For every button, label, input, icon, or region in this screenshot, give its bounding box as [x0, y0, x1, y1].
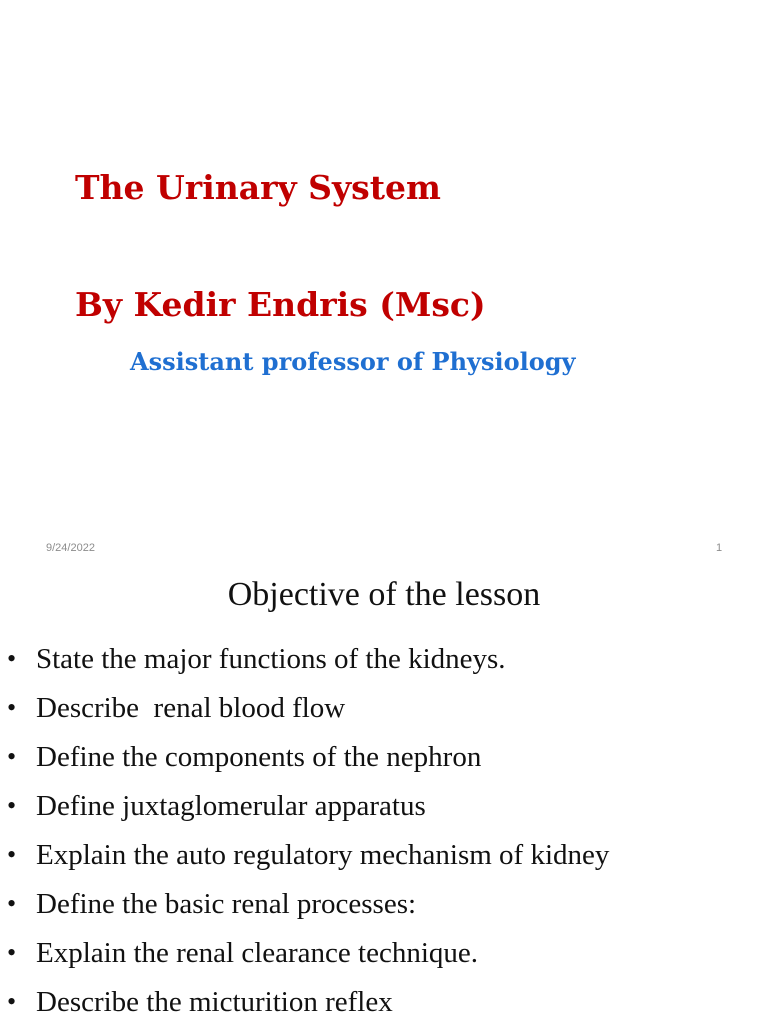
- bullet-icon: •: [7, 889, 17, 918]
- slide-title: The Urinary System: [75, 168, 441, 207]
- objective-text: Describe renal blood flow: [36, 692, 346, 724]
- author-position: Assistant professor of Physiology: [130, 347, 576, 376]
- objective-text: Describe the micturition reflex: [36, 986, 393, 1018]
- objective-text: State the major functions of the kidneys.: [36, 643, 506, 675]
- objective-text: Define juxtaglomerular apparatus: [36, 790, 426, 822]
- slide-date: 9/24/2022: [46, 542, 95, 554]
- bullet-icon: •: [7, 693, 17, 722]
- bullet-icon: •: [7, 742, 17, 771]
- bullet-icon: •: [7, 644, 17, 673]
- bullet-icon: •: [7, 987, 17, 1016]
- bullet-icon: •: [7, 840, 17, 869]
- objective-text: Define the components of the nephron: [36, 741, 482, 773]
- objectives-heading: Objective of the lesson: [227, 576, 541, 613]
- author-line: By Kedir Endris (Msc): [75, 285, 486, 324]
- objective-text: Define the basic renal processes:: [36, 888, 417, 920]
- objective-text: Explain the auto regulatory mechanism of kidney: [36, 839, 610, 871]
- objectives-slide: [0, 576, 768, 1024]
- bullet-icon: •: [7, 791, 17, 820]
- bullet-icon: •: [7, 938, 17, 967]
- slide-page-number: 1: [716, 542, 723, 554]
- objective-text: Explain the renal clearance technique.: [36, 937, 479, 969]
